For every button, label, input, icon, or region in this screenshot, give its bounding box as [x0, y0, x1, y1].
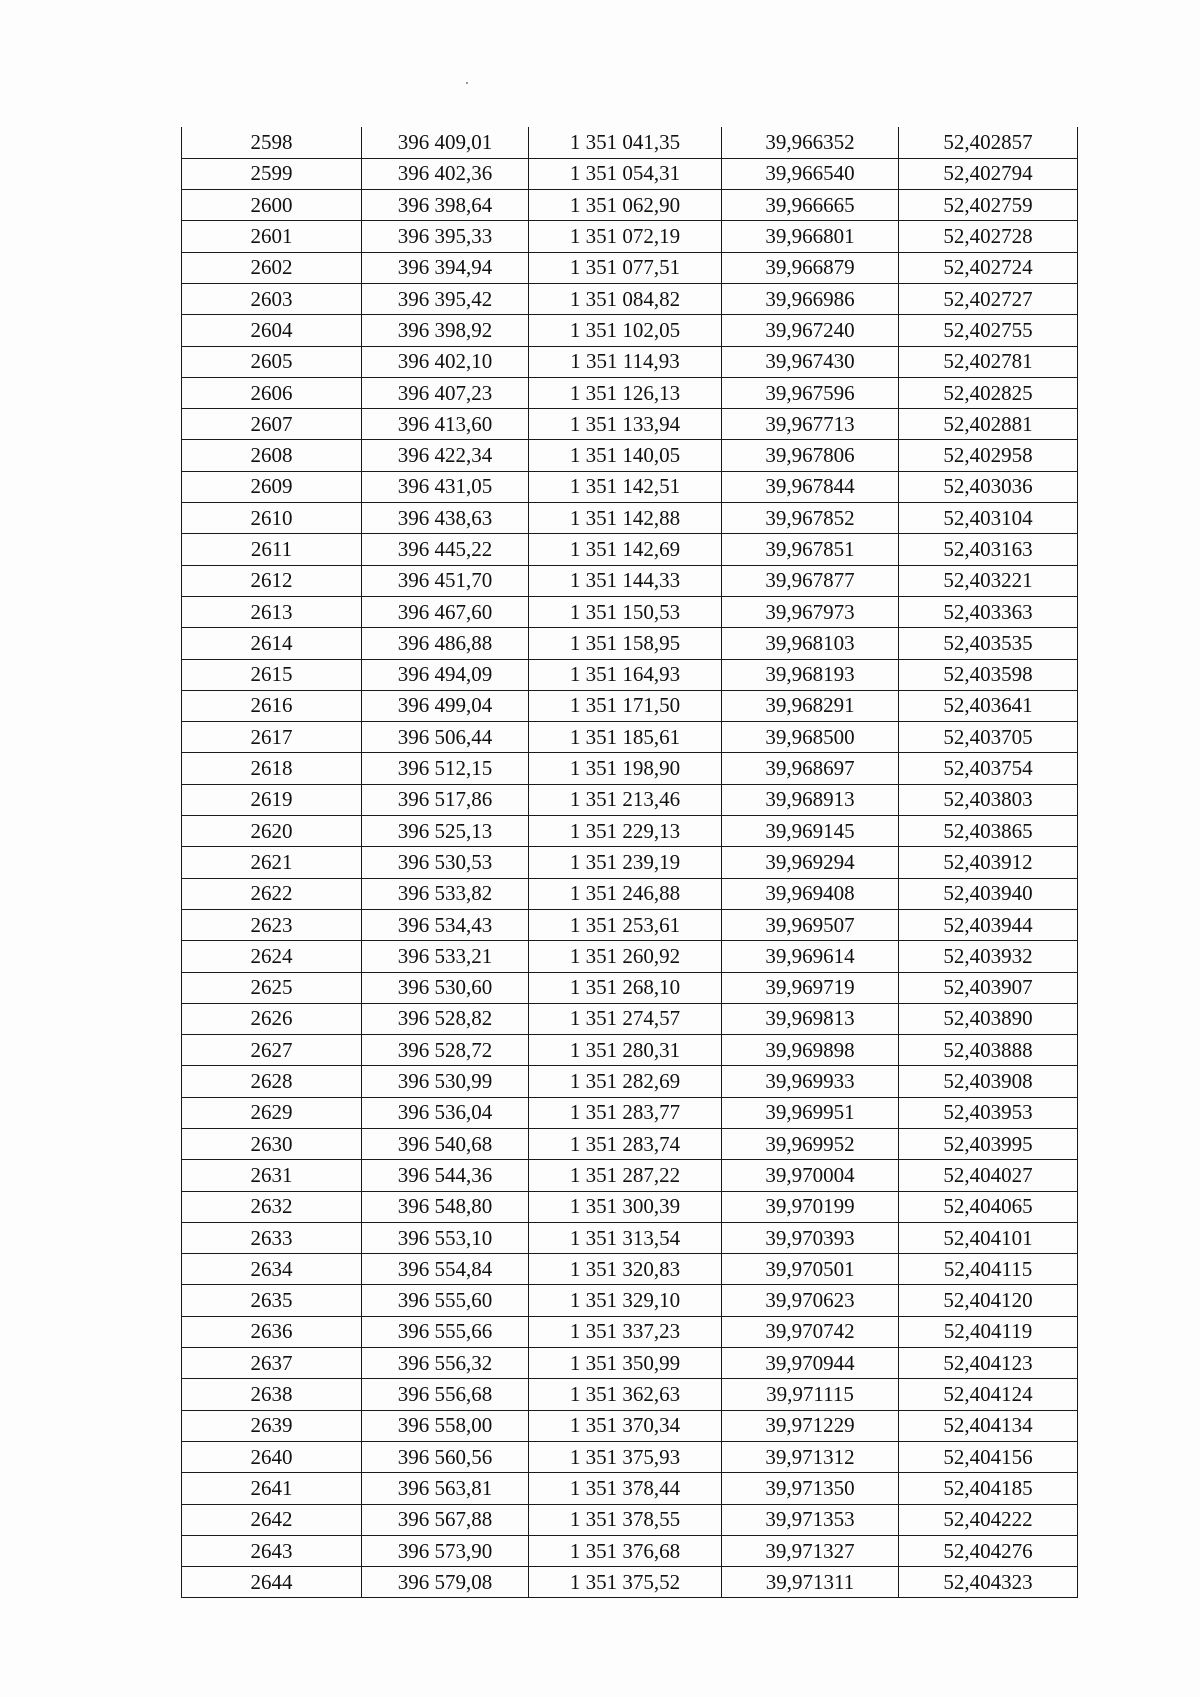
- table-row: [182, 1035, 1078, 1066]
- y-coordinate-cell: 1 351 282,69: [529, 1066, 722, 1097]
- table-row: [182, 659, 1078, 690]
- table-row: [182, 127, 1078, 158]
- y-coordinate-cell: 1 351 337,23: [529, 1316, 722, 1347]
- x-coordinate-cell: 396 395,33: [362, 221, 529, 252]
- x-coordinate-cell: 396 431,05: [362, 471, 529, 502]
- point-number-cell: 2609: [182, 471, 362, 502]
- table-row: [182, 1567, 1078, 1598]
- table-row: [182, 1316, 1078, 1347]
- point-number-cell: 2613: [182, 596, 362, 627]
- longitude-cell: 39,969719: [722, 972, 899, 1003]
- latitude-cell: 52,403598: [899, 659, 1078, 690]
- x-coordinate-cell: 396 579,08: [362, 1567, 529, 1598]
- table-row: [182, 1254, 1078, 1285]
- point-number-cell: 2637: [182, 1348, 362, 1379]
- table-row: [182, 346, 1078, 377]
- y-coordinate-cell: 1 351 114,93: [529, 346, 722, 377]
- y-coordinate-cell: 1 351 102,05: [529, 315, 722, 346]
- x-coordinate-cell: 396 528,72: [362, 1035, 529, 1066]
- point-number-cell: 2640: [182, 1441, 362, 1472]
- table-row: [182, 158, 1078, 189]
- x-coordinate-cell: 396 536,04: [362, 1097, 529, 1128]
- table-row: [182, 1535, 1078, 1566]
- latitude-cell: 52,402727: [899, 283, 1078, 314]
- latitude-cell: 52,402794: [899, 158, 1078, 189]
- y-coordinate-cell: 1 351 142,51: [529, 471, 722, 502]
- point-number-cell: 2603: [182, 283, 362, 314]
- longitude-cell: 39,970393: [722, 1222, 899, 1253]
- y-coordinate-cell: 1 351 329,10: [529, 1285, 722, 1316]
- latitude-cell: 52,404323: [899, 1567, 1078, 1598]
- coordinates-table: [181, 127, 1078, 1598]
- longitude-cell: 39,966352: [722, 127, 899, 158]
- longitude-cell: 39,970944: [722, 1348, 899, 1379]
- x-coordinate-cell: 396 530,53: [362, 847, 529, 878]
- x-coordinate-cell: 396 573,90: [362, 1535, 529, 1566]
- latitude-cell: 52,403995: [899, 1129, 1078, 1160]
- longitude-cell: 39,967430: [722, 346, 899, 377]
- x-coordinate-cell: 396 567,88: [362, 1504, 529, 1535]
- table-row: [182, 471, 1078, 502]
- y-coordinate-cell: 1 351 375,93: [529, 1441, 722, 1472]
- point-number-cell: 2607: [182, 409, 362, 440]
- point-number-cell: 2625: [182, 972, 362, 1003]
- longitude-cell: 39,969145: [722, 816, 899, 847]
- latitude-cell: 52,403932: [899, 941, 1078, 972]
- longitude-cell: 39,969408: [722, 878, 899, 909]
- y-coordinate-cell: 1 351 320,83: [529, 1254, 722, 1285]
- y-coordinate-cell: 1 351 260,92: [529, 941, 722, 972]
- x-coordinate-cell: 396 506,44: [362, 722, 529, 753]
- longitude-cell: 39,967806: [722, 440, 899, 471]
- latitude-cell: 52,403912: [899, 847, 1078, 878]
- table-row: [182, 909, 1078, 940]
- longitude-cell: 39,969507: [722, 909, 899, 940]
- table-row: [182, 972, 1078, 1003]
- table-row: [182, 784, 1078, 815]
- longitude-cell: 39,971327: [722, 1535, 899, 1566]
- longitude-cell: 39,969952: [722, 1129, 899, 1160]
- table-row: [182, 1160, 1078, 1191]
- point-number-cell: 2599: [182, 158, 362, 189]
- y-coordinate-cell: 1 351 126,13: [529, 377, 722, 408]
- point-number-cell: 2620: [182, 816, 362, 847]
- longitude-cell: 39,966540: [722, 158, 899, 189]
- table-row: [182, 1441, 1078, 1472]
- point-number-cell: 2616: [182, 690, 362, 721]
- y-coordinate-cell: 1 351 072,19: [529, 221, 722, 252]
- longitude-cell: 39,969933: [722, 1066, 899, 1097]
- latitude-cell: 52,404185: [899, 1473, 1078, 1504]
- y-coordinate-cell: 1 351 133,94: [529, 409, 722, 440]
- point-number-cell: 2642: [182, 1504, 362, 1535]
- y-coordinate-cell: 1 351 378,44: [529, 1473, 722, 1504]
- table-row: [182, 565, 1078, 596]
- latitude-cell: 52,403641: [899, 690, 1078, 721]
- y-coordinate-cell: 1 351 171,50: [529, 690, 722, 721]
- longitude-cell: 39,969813: [722, 1003, 899, 1034]
- y-coordinate-cell: 1 351 362,63: [529, 1379, 722, 1410]
- latitude-cell: 52,403803: [899, 784, 1078, 815]
- coordinates-table-body: [182, 127, 1078, 1598]
- longitude-cell: 39,966986: [722, 283, 899, 314]
- x-coordinate-cell: 396 438,63: [362, 503, 529, 534]
- latitude-cell: 52,402825: [899, 377, 1078, 408]
- latitude-cell: 52,403363: [899, 596, 1078, 627]
- point-number-cell: 2622: [182, 878, 362, 909]
- y-coordinate-cell: 1 351 239,19: [529, 847, 722, 878]
- x-coordinate-cell: 396 558,00: [362, 1410, 529, 1441]
- longitude-cell: 39,967877: [722, 565, 899, 596]
- latitude-cell: 52,404065: [899, 1191, 1078, 1222]
- point-number-cell: 2623: [182, 909, 362, 940]
- latitude-cell: 52,404124: [899, 1379, 1078, 1410]
- latitude-cell: 52,404119: [899, 1316, 1078, 1347]
- latitude-cell: 52,404101: [899, 1222, 1078, 1253]
- point-number-cell: 2600: [182, 190, 362, 221]
- y-coordinate-cell: 1 351 283,77: [529, 1097, 722, 1128]
- x-coordinate-cell: 396 534,43: [362, 909, 529, 940]
- longitude-cell: 39,971229: [722, 1410, 899, 1441]
- y-coordinate-cell: 1 351 313,54: [529, 1222, 722, 1253]
- table-row: [182, 283, 1078, 314]
- y-coordinate-cell: 1 351 164,93: [529, 659, 722, 690]
- point-number-cell: 2635: [182, 1285, 362, 1316]
- x-coordinate-cell: 396 555,60: [362, 1285, 529, 1316]
- table-row: [182, 315, 1078, 346]
- table-row: [182, 1504, 1078, 1535]
- point-number-cell: 2604: [182, 315, 362, 346]
- y-coordinate-cell: 1 351 375,52: [529, 1567, 722, 1598]
- x-coordinate-cell: 396 530,99: [362, 1066, 529, 1097]
- table-row: [182, 503, 1078, 534]
- x-coordinate-cell: 396 553,10: [362, 1222, 529, 1253]
- table-row: [182, 847, 1078, 878]
- x-coordinate-cell: 396 554,84: [362, 1254, 529, 1285]
- y-coordinate-cell: 1 351 246,88: [529, 878, 722, 909]
- latitude-cell: 52,404222: [899, 1504, 1078, 1535]
- table-row: [182, 1097, 1078, 1128]
- latitude-cell: 52,402724: [899, 252, 1078, 283]
- latitude-cell: 52,403908: [899, 1066, 1078, 1097]
- longitude-cell: 39,970623: [722, 1285, 899, 1316]
- latitude-cell: 52,404120: [899, 1285, 1078, 1316]
- longitude-cell: 39,971350: [722, 1473, 899, 1504]
- longitude-cell: 39,968291: [722, 690, 899, 721]
- y-coordinate-cell: 1 351 378,55: [529, 1504, 722, 1535]
- table-row: [182, 1191, 1078, 1222]
- x-coordinate-cell: 396 555,66: [362, 1316, 529, 1347]
- table-row: [182, 596, 1078, 627]
- longitude-cell: 39,967852: [722, 503, 899, 534]
- latitude-cell: 52,402781: [899, 346, 1078, 377]
- longitude-cell: 39,966801: [722, 221, 899, 252]
- point-number-cell: 2641: [182, 1473, 362, 1504]
- longitude-cell: 39,966665: [722, 190, 899, 221]
- point-number-cell: 2611: [182, 534, 362, 565]
- latitude-cell: 52,404027: [899, 1160, 1078, 1191]
- y-coordinate-cell: 1 351 370,34: [529, 1410, 722, 1441]
- y-coordinate-cell: 1 351 274,57: [529, 1003, 722, 1034]
- table-row: [182, 1285, 1078, 1316]
- latitude-cell: 52,403705: [899, 722, 1078, 753]
- point-number-cell: 2643: [182, 1535, 362, 1566]
- point-number-cell: 2621: [182, 847, 362, 878]
- point-number-cell: 2628: [182, 1066, 362, 1097]
- longitude-cell: 39,971311: [722, 1567, 899, 1598]
- y-coordinate-cell: 1 351 150,53: [529, 596, 722, 627]
- table-row: [182, 722, 1078, 753]
- table-row: [182, 1222, 1078, 1253]
- longitude-cell: 39,969294: [722, 847, 899, 878]
- table-row: [182, 190, 1078, 221]
- latitude-cell: 52,402755: [899, 315, 1078, 346]
- point-number-cell: 2624: [182, 941, 362, 972]
- latitude-cell: 52,403907: [899, 972, 1078, 1003]
- table-row: [182, 1066, 1078, 1097]
- table-row: [182, 878, 1078, 909]
- latitude-cell: 52,402881: [899, 409, 1078, 440]
- table-row: [182, 409, 1078, 440]
- latitude-cell: 52,404134: [899, 1410, 1078, 1441]
- point-number-cell: 2644: [182, 1567, 362, 1598]
- x-coordinate-cell: 396 398,92: [362, 315, 529, 346]
- point-number-cell: 2612: [182, 565, 362, 596]
- x-coordinate-cell: 396 548,80: [362, 1191, 529, 1222]
- longitude-cell: 39,967596: [722, 377, 899, 408]
- x-coordinate-cell: 396 486,88: [362, 628, 529, 659]
- y-coordinate-cell: 1 351 062,90: [529, 190, 722, 221]
- point-number-cell: 2601: [182, 221, 362, 252]
- point-number-cell: 2615: [182, 659, 362, 690]
- longitude-cell: 39,970742: [722, 1316, 899, 1347]
- table-row: [182, 534, 1078, 565]
- point-number-cell: 2617: [182, 722, 362, 753]
- table-row: [182, 690, 1078, 721]
- y-coordinate-cell: 1 351 287,22: [529, 1160, 722, 1191]
- latitude-cell: 52,404276: [899, 1535, 1078, 1566]
- y-coordinate-cell: 1 351 041,35: [529, 127, 722, 158]
- point-number-cell: 2606: [182, 377, 362, 408]
- table-row: [182, 1473, 1078, 1504]
- longitude-cell: 39,967240: [722, 315, 899, 346]
- x-coordinate-cell: 396 398,64: [362, 190, 529, 221]
- table-row: [182, 1003, 1078, 1034]
- x-coordinate-cell: 396 528,82: [362, 1003, 529, 1034]
- longitude-cell: 39,968103: [722, 628, 899, 659]
- longitude-cell: 39,968697: [722, 753, 899, 784]
- point-number-cell: 2629: [182, 1097, 362, 1128]
- x-coordinate-cell: 396 530,60: [362, 972, 529, 1003]
- y-coordinate-cell: 1 351 350,99: [529, 1348, 722, 1379]
- latitude-cell: 52,403754: [899, 753, 1078, 784]
- latitude-cell: 52,403865: [899, 816, 1078, 847]
- x-coordinate-cell: 396 556,32: [362, 1348, 529, 1379]
- latitude-cell: 52,403221: [899, 565, 1078, 596]
- point-number-cell: 2636: [182, 1316, 362, 1347]
- x-coordinate-cell: 396 413,60: [362, 409, 529, 440]
- table-row: [182, 1348, 1078, 1379]
- point-number-cell: 2634: [182, 1254, 362, 1285]
- table-row: [182, 221, 1078, 252]
- table-row: [182, 1410, 1078, 1441]
- y-coordinate-cell: 1 351 142,88: [529, 503, 722, 534]
- longitude-cell: 39,968500: [722, 722, 899, 753]
- point-number-cell: 2639: [182, 1410, 362, 1441]
- x-coordinate-cell: 396 517,86: [362, 784, 529, 815]
- latitude-cell: 52,403535: [899, 628, 1078, 659]
- x-coordinate-cell: 396 540,68: [362, 1129, 529, 1160]
- y-coordinate-cell: 1 351 229,13: [529, 816, 722, 847]
- table-row: [182, 1129, 1078, 1160]
- x-coordinate-cell: 396 445,22: [362, 534, 529, 565]
- longitude-cell: 39,971115: [722, 1379, 899, 1410]
- point-number-cell: 2618: [182, 753, 362, 784]
- point-number-cell: 2619: [182, 784, 362, 815]
- longitude-cell: 39,966879: [722, 252, 899, 283]
- point-number-cell: 2608: [182, 440, 362, 471]
- table-row: [182, 628, 1078, 659]
- longitude-cell: 39,969614: [722, 941, 899, 972]
- y-coordinate-cell: 1 351 283,74: [529, 1129, 722, 1160]
- latitude-cell: 52,402759: [899, 190, 1078, 221]
- latitude-cell: 52,403944: [899, 909, 1078, 940]
- point-number-cell: 2605: [182, 346, 362, 377]
- y-coordinate-cell: 1 351 213,46: [529, 784, 722, 815]
- latitude-cell: 52,404156: [899, 1441, 1078, 1472]
- x-coordinate-cell: 396 560,56: [362, 1441, 529, 1472]
- latitude-cell: 52,403953: [899, 1097, 1078, 1128]
- x-coordinate-cell: 396 556,68: [362, 1379, 529, 1410]
- y-coordinate-cell: 1 351 300,39: [529, 1191, 722, 1222]
- y-coordinate-cell: 1 351 144,33: [529, 565, 722, 596]
- longitude-cell: 39,970004: [722, 1160, 899, 1191]
- x-coordinate-cell: 396 467,60: [362, 596, 529, 627]
- longitude-cell: 39,968913: [722, 784, 899, 815]
- latitude-cell: 52,402857: [899, 127, 1078, 158]
- latitude-cell: 52,403890: [899, 1003, 1078, 1034]
- y-coordinate-cell: 1 351 185,61: [529, 722, 722, 753]
- point-number-cell: 2638: [182, 1379, 362, 1410]
- latitude-cell: 52,403163: [899, 534, 1078, 565]
- x-coordinate-cell: 396 402,10: [362, 346, 529, 377]
- longitude-cell: 39,968193: [722, 659, 899, 690]
- x-coordinate-cell: 396 563,81: [362, 1473, 529, 1504]
- longitude-cell: 39,970199: [722, 1191, 899, 1222]
- x-coordinate-cell: 396 525,13: [362, 816, 529, 847]
- longitude-cell: 39,967973: [722, 596, 899, 627]
- x-coordinate-cell: 396 422,34: [362, 440, 529, 471]
- point-number-cell: 2610: [182, 503, 362, 534]
- x-coordinate-cell: 396 512,15: [362, 753, 529, 784]
- point-number-cell: 2602: [182, 252, 362, 283]
- point-number-cell: 2632: [182, 1191, 362, 1222]
- latitude-cell: 52,403036: [899, 471, 1078, 502]
- table-row: [182, 753, 1078, 784]
- latitude-cell: 52,402728: [899, 221, 1078, 252]
- point-number-cell: 2630: [182, 1129, 362, 1160]
- longitude-cell: 39,971353: [722, 1504, 899, 1535]
- point-number-cell: 2614: [182, 628, 362, 659]
- latitude-cell: 52,403104: [899, 503, 1078, 534]
- point-number-cell: 2626: [182, 1003, 362, 1034]
- y-coordinate-cell: 1 351 376,68: [529, 1535, 722, 1566]
- longitude-cell: 39,969898: [722, 1035, 899, 1066]
- table-row: [182, 1379, 1078, 1410]
- longitude-cell: 39,970501: [722, 1254, 899, 1285]
- y-coordinate-cell: 1 351 054,31: [529, 158, 722, 189]
- y-coordinate-cell: 1 351 268,10: [529, 972, 722, 1003]
- x-coordinate-cell: 396 499,04: [362, 690, 529, 721]
- x-coordinate-cell: 396 402,36: [362, 158, 529, 189]
- y-coordinate-cell: 1 351 084,82: [529, 283, 722, 314]
- table-row: [182, 816, 1078, 847]
- latitude-cell: 52,404115: [899, 1254, 1078, 1285]
- longitude-cell: 39,967713: [722, 409, 899, 440]
- y-coordinate-cell: 1 351 140,05: [529, 440, 722, 471]
- x-coordinate-cell: 396 394,94: [362, 252, 529, 283]
- x-coordinate-cell: 396 494,09: [362, 659, 529, 690]
- y-coordinate-cell: 1 351 158,95: [529, 628, 722, 659]
- point-number-cell: 2598: [182, 127, 362, 158]
- table-row: [182, 440, 1078, 471]
- y-coordinate-cell: 1 351 142,69: [529, 534, 722, 565]
- latitude-cell: 52,404123: [899, 1348, 1078, 1379]
- longitude-cell: 39,967851: [722, 534, 899, 565]
- latitude-cell: 52,403888: [899, 1035, 1078, 1066]
- longitude-cell: 39,969951: [722, 1097, 899, 1128]
- x-coordinate-cell: 396 533,21: [362, 941, 529, 972]
- table-row: [182, 377, 1078, 408]
- latitude-cell: 52,403940: [899, 878, 1078, 909]
- point-number-cell: 2633: [182, 1222, 362, 1253]
- latitude-cell: 52,402958: [899, 440, 1078, 471]
- x-coordinate-cell: 396 409,01: [362, 127, 529, 158]
- y-coordinate-cell: 1 351 280,31: [529, 1035, 722, 1066]
- y-coordinate-cell: 1 351 198,90: [529, 753, 722, 784]
- table-row: [182, 941, 1078, 972]
- longitude-cell: 39,967844: [722, 471, 899, 502]
- scan-artifact: [466, 82, 468, 84]
- y-coordinate-cell: 1 351 077,51: [529, 252, 722, 283]
- x-coordinate-cell: 396 544,36: [362, 1160, 529, 1191]
- x-coordinate-cell: 396 407,23: [362, 377, 529, 408]
- longitude-cell: 39,971312: [722, 1441, 899, 1472]
- point-number-cell: 2627: [182, 1035, 362, 1066]
- x-coordinate-cell: 396 533,82: [362, 878, 529, 909]
- table-row: [182, 252, 1078, 283]
- x-coordinate-cell: 396 395,42: [362, 283, 529, 314]
- x-coordinate-cell: 396 451,70: [362, 565, 529, 596]
- y-coordinate-cell: 1 351 253,61: [529, 909, 722, 940]
- point-number-cell: 2631: [182, 1160, 362, 1191]
